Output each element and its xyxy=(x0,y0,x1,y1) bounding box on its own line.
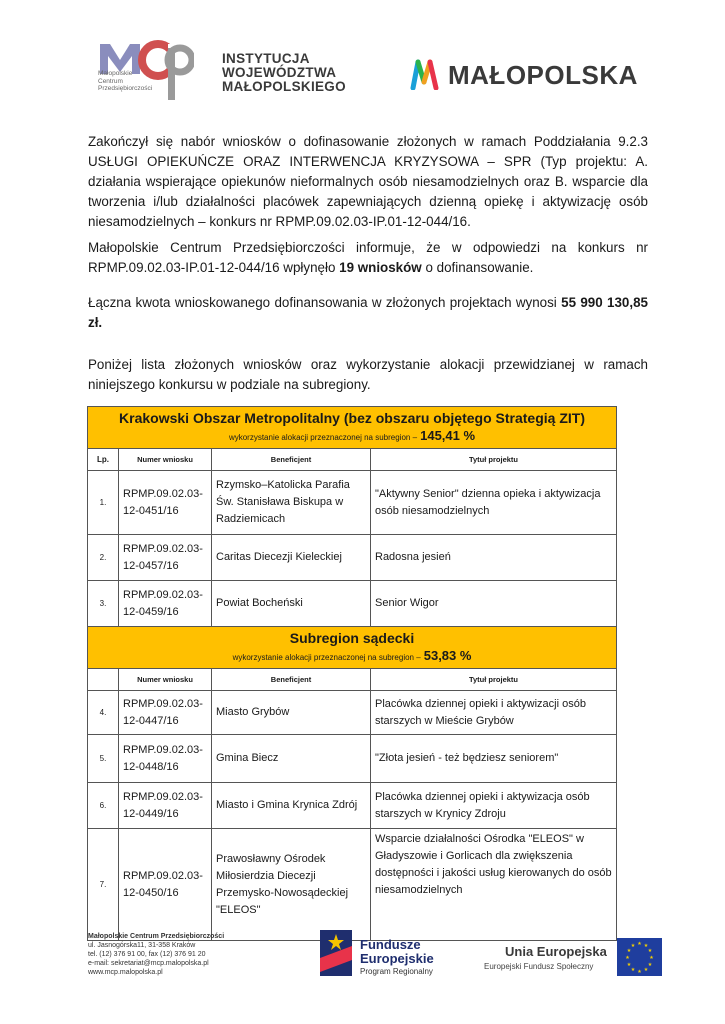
intro-paragraph-3 xyxy=(88,293,648,333)
malopolska-logo-text: MAŁOPOLSKA xyxy=(448,60,638,90)
row-title: Placówka dziennej opieki i aktywizacja osób starszych w Krynicy Zdroju xyxy=(371,783,617,829)
section-header-cell xyxy=(88,407,617,449)
fe-title-line: Europejskie xyxy=(360,951,434,966)
row-lp: 7. xyxy=(88,829,119,941)
row-title: Radosna jesień xyxy=(371,535,617,581)
section-subtitle: wykorzystanie alokacji przeznaczonej na subregion – xyxy=(228,433,418,442)
svg-text:★: ★ xyxy=(643,943,649,949)
application-count: 19 wniosków xyxy=(339,260,422,275)
row-lp: 1. xyxy=(88,471,119,535)
section-header xyxy=(88,407,617,449)
footer-org: Małopolskie Centrum Przedsiębiorczości xyxy=(88,933,225,940)
col-title: Tytuł projektu xyxy=(371,449,617,471)
row-title: Wsparcie działalności Ośrodka "ELEOS" w Gładyszowie i Gorlicach dla zwiększenia dostępności i jakości usług kierowanych do osób niesamodzielnych xyxy=(371,829,617,941)
mcp-logo-caption xyxy=(98,70,168,93)
text: Łączna kwota wnioskowanego dofinansowania w złożonych projektach wynosi xyxy=(88,295,562,310)
row-lp: 6. xyxy=(88,783,119,829)
mcp-caption-line: Małopolskie xyxy=(98,70,133,77)
mcp-caption-line: Przedsiębiorczości xyxy=(98,85,153,92)
row-beneficiary: Miasto Grybów xyxy=(212,691,371,735)
table-row xyxy=(88,829,617,941)
svg-text:★: ★ xyxy=(626,962,632,968)
text: o dofinansowanie. xyxy=(421,260,534,275)
column-header-row xyxy=(88,669,617,691)
section-title: Krakowski Obszar Metropolitalny (bez obszaru objętego Strategią ZIT) xyxy=(119,410,585,426)
section-header xyxy=(88,627,617,669)
row-number: RPMP.09.02.03-12-0450/16 xyxy=(119,829,212,941)
intro-paragraph-1: Zakończył się nabór wniosków o dofinasowanie złożonych w ramach Poddziałania 9.2.3 USŁUGI OPIEKUŃCZE ORAZ INTERWENCJA KRYZYSOWA – SPR (Typ projektu: A. działania wspierające opiekunów nieformalnych osób niesamodzielnych oraz B. wsparcie dla tworzenia i/lub działalności placówek zapewniających dzienną opiekę i aktywizację osób niesamodzielnych – konkurs nr RPMP.09.02.03-IP.01-12-044/16. xyxy=(88,134,648,229)
row-title: Placówka dziennej opieki i aktywizacji osób starszych w Mieście Grybów xyxy=(371,691,617,735)
col-title: Tytuł projektu xyxy=(371,669,617,691)
row-beneficiary: Caritas Diecezji Kieleckiej xyxy=(212,535,371,581)
svg-text:★: ★ xyxy=(626,948,632,954)
row-lp: 5. xyxy=(88,735,119,783)
footer-contact xyxy=(88,932,224,977)
svg-text:★: ★ xyxy=(643,967,649,973)
institution-line: MAŁOPOLSKIEGO xyxy=(222,79,346,94)
table-row xyxy=(88,471,617,535)
svg-text:★: ★ xyxy=(630,943,636,949)
table-row xyxy=(88,691,617,735)
row-beneficiary: Gmina Biecz xyxy=(212,735,371,783)
section-percent: 145,41 % xyxy=(420,428,476,443)
eu-subtitle: Europejski Fundusz Społeczny xyxy=(484,962,594,971)
row-lp: 4. xyxy=(88,691,119,735)
mcp-caption-line: Centrum xyxy=(98,77,123,85)
fundusze-europejskie-icon xyxy=(318,928,354,978)
row-number: RPMP.09.02.03-12-0457/16 xyxy=(119,535,212,581)
malopolska-logo-icon xyxy=(410,58,440,90)
table-row xyxy=(88,581,617,627)
row-number: RPMP.09.02.03-12-0451/16 xyxy=(119,471,212,535)
svg-text:★: ★ xyxy=(637,941,642,947)
row-number: RPMP.09.02.03-12-0449/16 xyxy=(119,783,212,829)
intro-paragraph-2 xyxy=(88,238,648,278)
footer-address: ul. Jasnogórska11, 31-358 Kraków xyxy=(88,942,196,949)
fundusze-europejskie-title xyxy=(360,938,434,966)
institution-name xyxy=(222,52,346,94)
column-header-row xyxy=(88,449,617,471)
col-number: Numer wniosku xyxy=(119,669,212,691)
row-title: "Złota jesień - też będziesz seniorem" xyxy=(371,735,617,783)
section-percent: 53,83 % xyxy=(423,648,472,663)
row-beneficiary: Rzymsko–Katolicka Parafia Św. Stanisława Biskupa w Radziemicach xyxy=(212,471,371,535)
text: Małopolskie Centrum Przedsiębiorczości informuje, że w odpowiedzi na konkurs nr RPMP.09.02.03-IP.01-12-044/16 wpłynęło xyxy=(88,240,648,275)
row-lp: 3. xyxy=(88,581,119,627)
institution-line: INSTYTUCJA xyxy=(222,51,310,66)
table-row xyxy=(88,783,617,829)
row-beneficiary: Powiat Bocheński xyxy=(212,581,371,627)
eu-title: Unia Europejska xyxy=(505,944,607,959)
section-subtitle: wykorzystanie alokacji przeznaczonej na subregion – xyxy=(232,653,421,662)
total-amount: 55 990 130,85 zł. xyxy=(88,295,648,330)
col-beneficiary: Beneficjent xyxy=(212,669,371,691)
col-lp: Lp. xyxy=(88,449,119,471)
row-beneficiary: Prawosławny Ośrodek Miłosierdzia Diecezji Przemysko-Nowosądeckiej "ELEOS" xyxy=(212,829,371,941)
intro-paragraph-4: Poniżej lista złożonych wniosków oraz wykorzystanie alokacji przewidzianej w ramach niniejszego konkursu w podziale na subregiony. xyxy=(88,357,648,392)
institution-line: WOJEWÓDZTWA xyxy=(222,65,337,80)
row-beneficiary: Miasto i Gmina Krynica Zdrój xyxy=(212,783,371,829)
svg-text:★: ★ xyxy=(649,955,654,961)
table-row xyxy=(88,535,617,581)
row-title: "Aktywny Senior" dzienna opieka i aktywizacja osób niesamodzielnych xyxy=(371,471,617,535)
section-header-cell xyxy=(88,627,617,669)
row-number: RPMP.09.02.03-12-0459/16 xyxy=(119,581,212,627)
col-beneficiary: Beneficjent xyxy=(212,449,371,471)
row-lp: 2. xyxy=(88,535,119,581)
fundusze-europejskie-subtitle: Program Regionalny xyxy=(360,967,433,976)
svg-text:★: ★ xyxy=(637,969,642,975)
row-number: RPMP.09.02.03-12-0448/16 xyxy=(119,735,212,783)
footer-email[interactable]: e-mail: sekretariat@mcp.malopolska.pl xyxy=(88,960,209,967)
eu-flag-icon xyxy=(617,938,662,976)
fe-title-line: Fundusze xyxy=(360,937,421,952)
svg-text:★: ★ xyxy=(647,948,653,954)
section-title: Subregion sądecki xyxy=(289,630,415,646)
footer-phone: tel. (12) 376 91 00, fax (12) 376 91 20 xyxy=(88,951,206,958)
svg-text:★: ★ xyxy=(647,962,653,968)
svg-text:★: ★ xyxy=(630,967,636,973)
svg-text:★: ★ xyxy=(625,955,630,961)
row-number: RPMP.09.02.03-12-0447/16 xyxy=(119,691,212,735)
footer-web[interactable]: www.mcp.malopolska.pl xyxy=(88,969,163,976)
table-row xyxy=(88,735,617,783)
applications-table xyxy=(87,406,617,941)
col-number: Numer wniosku xyxy=(119,449,212,471)
row-title: Senior Wigor xyxy=(371,581,617,627)
col-lp xyxy=(88,669,119,691)
